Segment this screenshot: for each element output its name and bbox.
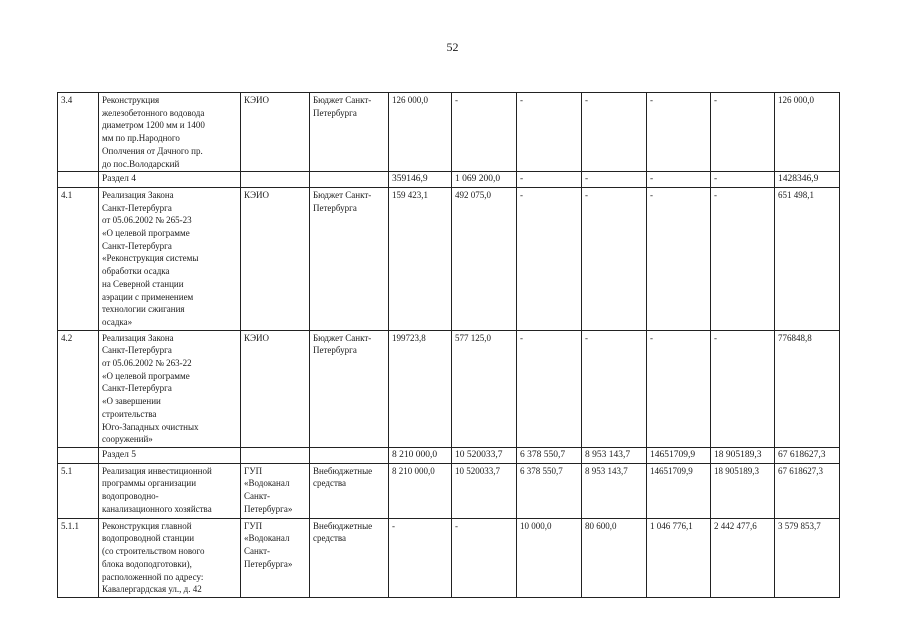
section-total-row — [58, 447, 840, 463]
value-col-1: 8 210 000,0 — [389, 447, 452, 463]
value-col-5: - — [647, 187, 711, 330]
row-description: Реализация Закона Санкт-Петербурга от 05.06.2002 № 263-22 «О целевой программе Санкт-Петербурга «О завершении строительства Юго-Западных очистных сооружений» — [99, 330, 241, 447]
value-col-3: - — [517, 330, 582, 447]
value-col-3: 6 378 550,7 — [517, 463, 582, 518]
row-number: 5.1.1 — [58, 518, 99, 597]
row-source: Бюджет Санкт- Петербурга — [310, 93, 389, 172]
row-source — [310, 447, 389, 463]
value-col-1: 126 000,0 — [389, 93, 452, 172]
value-col-3: 6 378 550,7 — [517, 447, 582, 463]
value-col-1: 159 423,1 — [389, 187, 452, 330]
value-col-1: 199723,8 — [389, 330, 452, 447]
value-col-4: - — [582, 330, 647, 447]
value-col-2: 577 125,0 — [452, 330, 517, 447]
value-col-2: 1 069 200,0 — [452, 172, 517, 188]
row-number — [58, 447, 99, 463]
value-col-5: 14651709,9 — [647, 463, 711, 518]
value-col-4: 80 600,0 — [582, 518, 647, 597]
table-row — [58, 463, 840, 518]
value-col-1: 8 210 000,0 — [389, 463, 452, 518]
value-col-3: - — [517, 172, 582, 188]
value-total: 3 579 853,7 — [775, 518, 840, 597]
table-row — [58, 330, 840, 447]
value-col-6: 18 905189,3 — [711, 463, 775, 518]
value-col-6: - — [711, 93, 775, 172]
value-total: 126 000,0 — [775, 93, 840, 172]
row-number: 4.2 — [58, 330, 99, 447]
value-col-5: 1 046 776,1 — [647, 518, 711, 597]
value-col-4: 8 953 143,7 — [582, 463, 647, 518]
value-col-2: - — [452, 518, 517, 597]
value-col-2: - — [452, 93, 517, 172]
row-description: Раздел 5 — [99, 447, 241, 463]
value-col-4: - — [582, 172, 647, 188]
value-col-4: - — [582, 187, 647, 330]
row-executor: КЭИО — [241, 187, 310, 330]
value-col-3: 10 000,0 — [517, 518, 582, 597]
value-total: 67 618627,3 — [775, 463, 840, 518]
value-col-5: - — [647, 172, 711, 188]
value-col-3: - — [517, 93, 582, 172]
value-col-2: 10 520033,7 — [452, 447, 517, 463]
row-description: Реализация Закона Санкт-Петербурга от 05.06.2002 № 265-23 «О целевой программе Санкт-Петербурга «Реконструкция системы обработки осадка на Северной станции аэрации с применением технологии сжигания осадка» — [99, 187, 241, 330]
row-description: Раздел 4 — [99, 172, 241, 188]
row-number: 4.1 — [58, 187, 99, 330]
budget-table — [57, 92, 840, 598]
value-col-6: - — [711, 172, 775, 188]
row-number — [58, 172, 99, 188]
value-col-5: - — [647, 330, 711, 447]
value-total: 651 498,1 — [775, 187, 840, 330]
table-row — [58, 187, 840, 330]
value-col-2: 10 520033,7 — [452, 463, 517, 518]
value-col-2: 492 075,0 — [452, 187, 517, 330]
value-col-5: 14651709,9 — [647, 447, 711, 463]
row-source: Бюджет Санкт- Петербурга — [310, 330, 389, 447]
row-executor: КЭИО — [241, 93, 310, 172]
value-col-1: 359146,9 — [389, 172, 452, 188]
page-number: 52 — [446, 40, 459, 54]
row-source: Бюджет Санкт- Петербурга — [310, 187, 389, 330]
section-total-row — [58, 172, 840, 188]
table-body — [58, 93, 840, 598]
row-executor: ГУП «Водоканал Санкт- Петербурга» — [241, 463, 310, 518]
value-col-3: - — [517, 187, 582, 330]
value-col-6: - — [711, 330, 775, 447]
value-col-6: 18 905189,3 — [711, 447, 775, 463]
row-description: Реализация инвестиционной программы организации водопроводно- канализационного хозяйства — [99, 463, 241, 518]
value-col-6: 2 442 477,6 — [711, 518, 775, 597]
value-total: 776848,8 — [775, 330, 840, 447]
row-executor — [241, 172, 310, 188]
table-row — [58, 93, 840, 172]
value-col-4: - — [582, 93, 647, 172]
value-total: 67 618627,3 — [775, 447, 840, 463]
value-col-6: - — [711, 187, 775, 330]
row-source: Внебюджетные средства — [310, 518, 389, 597]
table-row — [58, 518, 840, 597]
row-number: 3.4 — [58, 93, 99, 172]
row-description: Реконструкция железобетонного водовода диаметром 1200 мм и 1400 мм по пр.Народного Ополчения от Дачного пр. до пос.Володарский — [99, 93, 241, 172]
row-description: Реконструкция главной водопроводной станции (со строительством нового блока водоподготовки), расположенной по адресу: Кавалергардская ул., д. 42 — [99, 518, 241, 597]
value-total: 1428346,9 — [775, 172, 840, 188]
row-executor — [241, 447, 310, 463]
value-col-5: - — [647, 93, 711, 172]
row-executor: ГУП «Водоканал Санкт- Петербурга» — [241, 518, 310, 597]
row-executor: КЭИО — [241, 330, 310, 447]
row-source: Внебюджетные средства — [310, 463, 389, 518]
value-col-4: 8 953 143,7 — [582, 447, 647, 463]
value-col-1: - — [389, 518, 452, 597]
row-source — [310, 172, 389, 188]
row-number: 5.1 — [58, 463, 99, 518]
